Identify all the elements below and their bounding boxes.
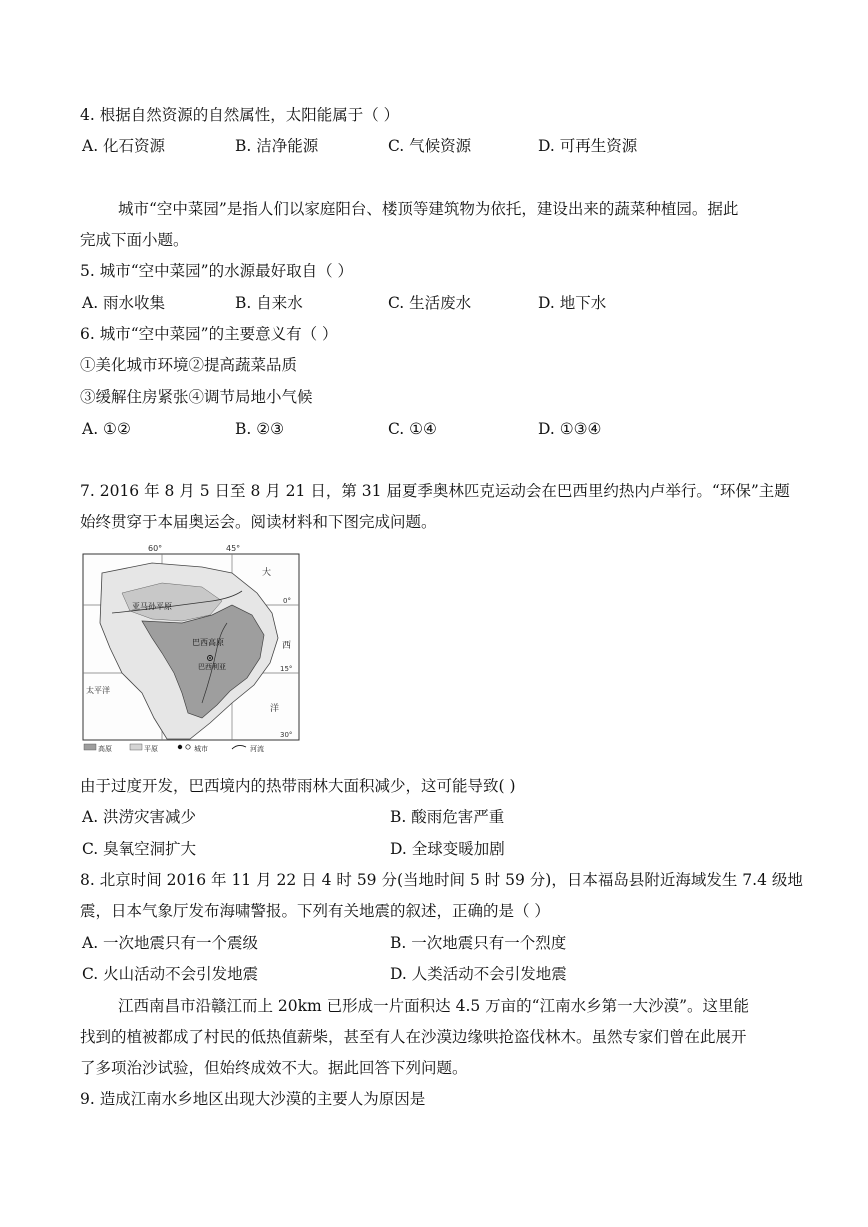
passage1-line1: 城市“空中菜园”是指人们以家庭阳台、楼顶等建筑物为依托，建设出来的蔬菜种植园。据此 — [118, 200, 739, 218]
q4-stem: 4. 根据自然资源的自然属性，太阳能属于（ ） — [80, 106, 400, 124]
passage2-line1: 江西南昌市沿赣江而上 20km 已形成一片面积达 4.5 万亩的“江南水乡第一大沙漠”。这里能 — [118, 997, 750, 1015]
q5-option-a: A. 雨水收集 — [82, 294, 166, 312]
map-lat-label: 0° — [283, 597, 291, 605]
q7-option-b: B. 酸雨危害严重 — [390, 808, 505, 826]
q8-option-c: C. 火山活动不会引发地震 — [82, 965, 259, 983]
q7-line2: 始终贯穿于本届奥运会。阅读材料和下图完成问题。 — [80, 513, 437, 531]
q8-line1: 8. 北京时间 2016 年 11 月 22 日 4 时 59 分(当地时间 5 时 59 分)，日本福岛县附近海域发生 7.4 级地 — [80, 871, 803, 889]
map-legend-label: 城市 — [194, 745, 208, 753]
map-lat-label: 15° — [280, 665, 293, 673]
q4-option-a: A. 化石资源 — [82, 137, 166, 155]
q6-option-b: B. ②③ — [235, 420, 285, 438]
map-legend-label: 平原 — [144, 745, 158, 753]
q9-stem: 9. 造成江南水乡地区出现大沙漠的主要人为原因是 — [80, 1090, 426, 1108]
q4-option-d: D. 可再生资源 — [538, 137, 638, 155]
map-place-label: 亚马孙平原 — [132, 602, 172, 611]
passage2-line2: 找到的植被都成了村民的低热值薪柴，甚至有人在沙漠边缘哄抢盗伐林木。虽然专家们曾在此展开 — [80, 1028, 747, 1046]
q6-item-2: ③缓解住房紧张④调节局地小气候 — [80, 388, 313, 406]
q8-option-a: A. 一次地震只有一个震级 — [82, 934, 259, 952]
q8-line2: 震，日本气象厅发布海啸警报。下列有关地震的叙述，正确的是（ ） — [80, 902, 550, 920]
q5-option-b: B. 自来水 — [235, 294, 303, 312]
q4-option-b: B. 洁净能源 — [235, 137, 319, 155]
map-ocean-label: 大 — [262, 568, 272, 578]
q6-option-d: D. ①③④ — [538, 420, 602, 438]
passage2-line3: 了多项治沙试验，但始终成效不大。据此回答下列问题。 — [80, 1059, 468, 1077]
passage1-line2: 完成下面小题。 — [80, 231, 189, 249]
q5-option-d: D. 地下水 — [538, 294, 607, 312]
q4-option-c: C. 气候资源 — [388, 137, 472, 155]
map-ocean-label: 西 — [282, 641, 292, 651]
q7-option-a: A. 洪涝灾害减少 — [82, 808, 197, 826]
map-legend-label: 高原 — [98, 745, 112, 753]
q7-line1: 7. 2016 年 8 月 5 日至 8 月 21 日，第 31 届夏季奥林匹克运动会在巴西里约热内卢举行。“环保”主题 — [80, 482, 790, 500]
map-lat-label: 30° — [280, 731, 293, 739]
q8-option-d: D. 人类活动不会引发地震 — [390, 965, 567, 983]
q8-option-b: B. 一次地震只有一个烈度 — [390, 934, 567, 952]
map-legend-label: 河流 — [250, 745, 264, 753]
q6-option-a: A. ①② — [82, 420, 131, 438]
q5-stem: 5. 城市“空中菜园”的水源最好取自（ ） — [80, 262, 353, 280]
q6-stem: 6. 城市“空中菜园”的主要意义有（ ） — [80, 325, 338, 343]
map-ocean-label: 洋 — [270, 704, 280, 714]
q7-option-c: C. 臭氧空洞扩大 — [82, 840, 197, 858]
map-place-label: 巴西利亚 — [198, 663, 226, 671]
map-lon-label: 45° — [226, 544, 241, 553]
brazil-map — [82, 544, 300, 753]
q6-option-c: C. ①④ — [388, 420, 437, 438]
map-lon-label: 60° — [148, 544, 163, 553]
q5-option-c: C. 生活废水 — [388, 294, 472, 312]
map-ocean-label: 太平洋 — [86, 686, 110, 695]
map-place-label: 巴西高原 — [192, 638, 224, 647]
q6-item-1: ①美化城市环境②提高蔬菜品质 — [80, 356, 298, 374]
q7-stem: 由于过度开发，巴西境内的热带雨林大面积减少，这可能导致( ) — [80, 777, 516, 795]
q7-option-d: D. 全球变暖加剧 — [390, 840, 505, 858]
